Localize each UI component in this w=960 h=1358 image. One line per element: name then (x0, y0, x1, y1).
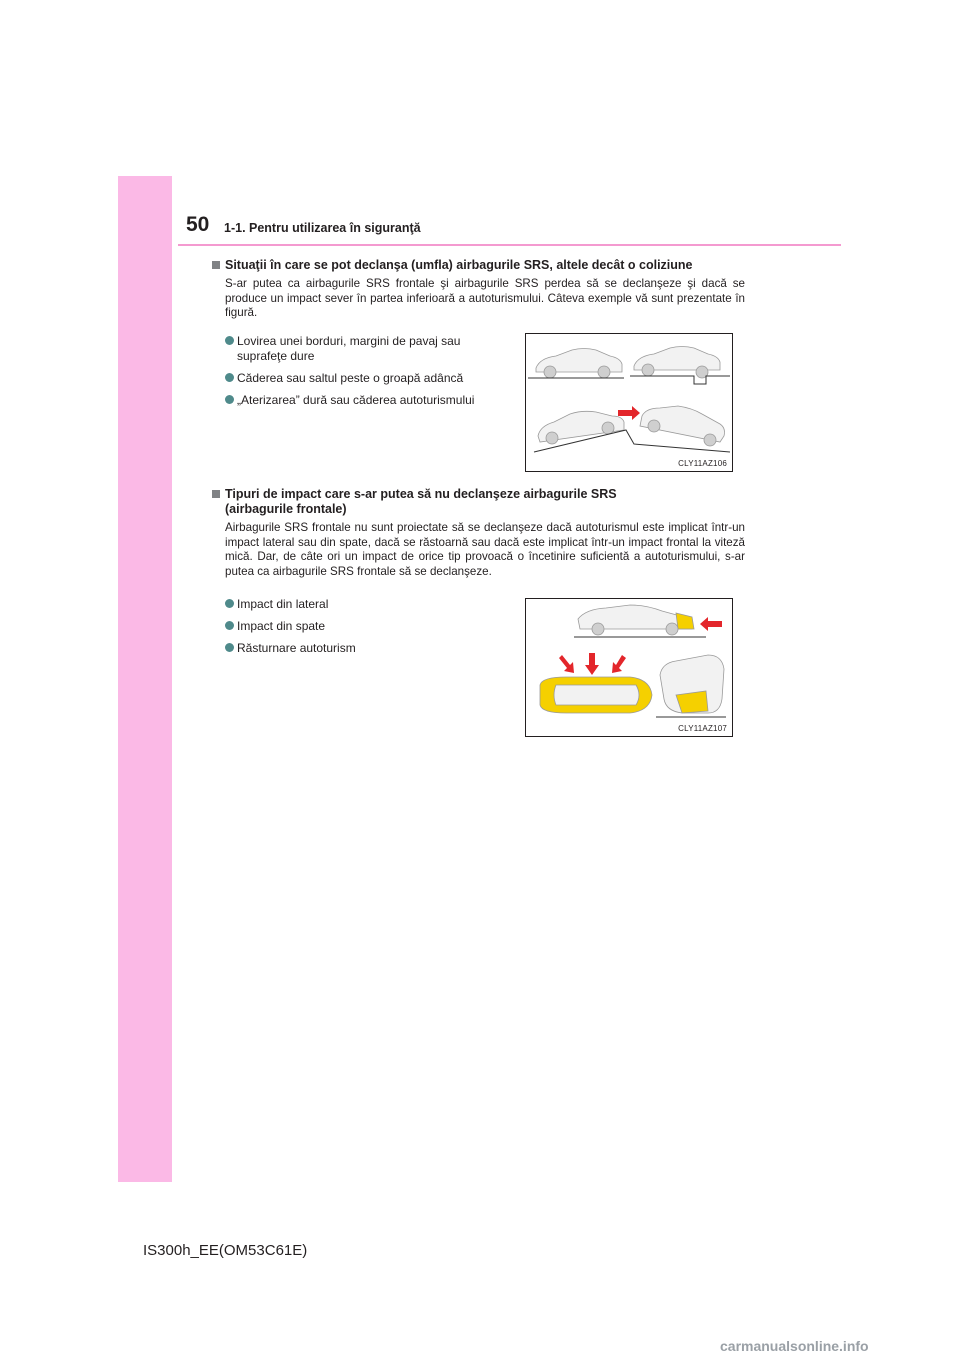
figure-code: CLY11AZ106 (678, 459, 727, 468)
list-item: Impact din spate (225, 619, 510, 634)
list-item: „Aterizarea” dură sau căderea autoturismului (225, 393, 510, 408)
watermark: carmanualsonline.info (720, 1338, 869, 1354)
section-title: 1-1. Pentru utilizarea în siguranţă (224, 221, 421, 235)
list-item: Răsturnare autoturism (225, 641, 510, 656)
list-item: Impact din lateral (225, 597, 510, 612)
bullet-dot-icon (225, 395, 234, 404)
bullet-dot-icon (225, 621, 234, 630)
red-arrow-icon (612, 655, 626, 673)
bullet-dot-icon (225, 643, 234, 652)
impact-types-illustration (526, 599, 732, 736)
red-arrow-icon (700, 617, 722, 631)
section-heading-text: Situaţii în care se pot declanşa (umfla) airbagurile SRS, altele decât o coliziune (225, 258, 693, 272)
square-bullet-icon (212, 490, 220, 498)
underbody-impact-illustration (526, 334, 732, 471)
section-paragraph: S-ar putea ca airbagurile SRS frontale şi airbagurile SRS perdea să se declanşeze şi dacă se produce un impact sever în partea inferioară a autoturismului. Câteva exemple vă sunt prezentate în figură. (225, 277, 745, 319)
red-arrow-icon (559, 655, 574, 673)
car-curb-icon (536, 349, 622, 379)
bullet-dot-icon (225, 336, 234, 345)
header-divider (178, 244, 841, 246)
figure-impact-types (525, 598, 733, 737)
figure-underbody-impact (525, 333, 733, 472)
section-heading-line2: (airbagurile frontale) (225, 502, 347, 516)
section-heading (212, 258, 752, 273)
page-number: 50 (186, 213, 210, 236)
square-bullet-icon (212, 261, 220, 269)
bullet-list-underbody-impacts (225, 334, 510, 415)
section-paragraph: Airbagurile SRS frontale nu sunt proiectate să se declanşeze dacă autoturismul este implicat într-un impact lateral sau din spate, dacă se răstoarnă sau dacă este implicat într-un impact frontal la viteză mică. Dar, de câte ori un impact de orice tip provoacă o încetinire suficientă a autoturismului, s-ar putea ca airbagurile SRS frontale să se declanşeze. (225, 521, 745, 578)
bullet-dot-icon (225, 599, 234, 608)
bullet-list-impact-types (225, 597, 510, 663)
car-landing-icon (640, 406, 725, 446)
side-tab-band (118, 176, 172, 1182)
section-heading (212, 487, 752, 517)
section-heading-line1: Tipuri de impact care s-ar putea să nu declanşeze airbagurile SRS (225, 487, 617, 501)
red-arrow-icon (585, 653, 599, 675)
list-item: Lovirea unei borduri, margini de pavaj sau suprafeţe dure (225, 334, 510, 364)
figure-code: CLY11AZ107 (678, 724, 727, 733)
car-side-impact-icon (540, 677, 652, 713)
car-rollover-icon (660, 655, 724, 713)
section-non-collision-deployment (212, 258, 752, 321)
list-item: Căderea sau saltul peste o groapă adâncă (225, 371, 510, 386)
car-ramp-icon (538, 411, 624, 444)
car-rear-impact-icon (578, 605, 694, 635)
car-pothole-icon (634, 347, 720, 379)
section-non-deploying-impacts (212, 487, 752, 579)
bullet-dot-icon (225, 373, 234, 382)
model-code-footer: IS300h_EE(OM53C61E) (143, 1242, 308, 1259)
